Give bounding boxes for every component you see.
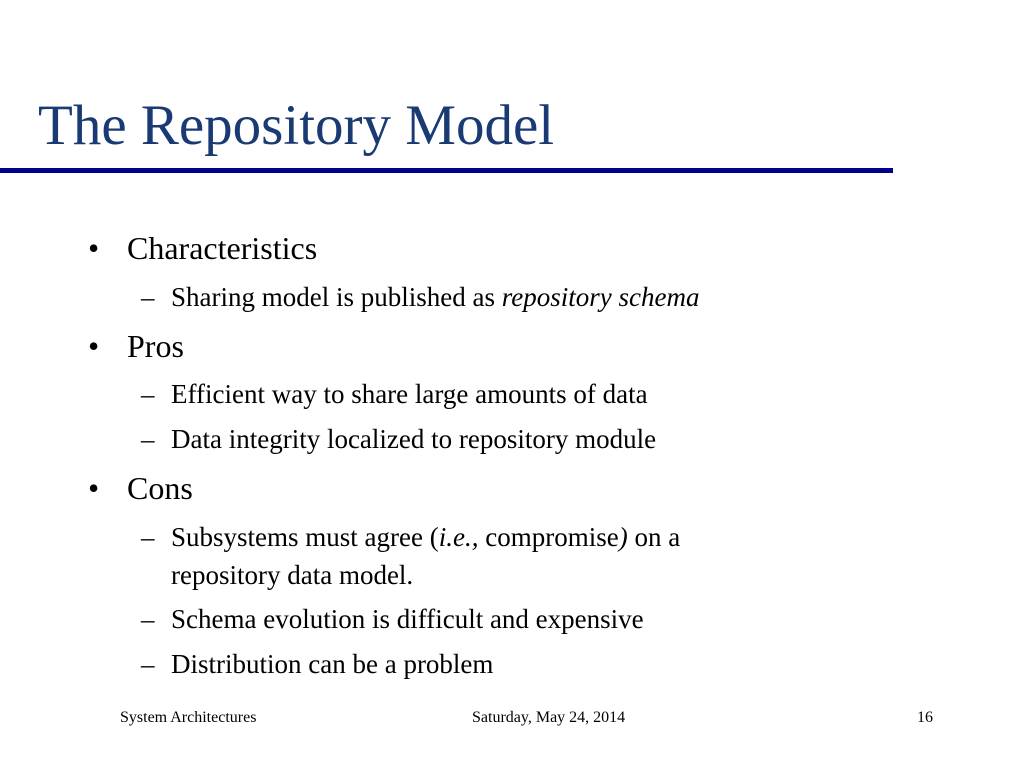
text-plain: on a <box>627 522 681 552</box>
footer-date: Saturday, May 24, 2014 <box>472 709 626 726</box>
bullet-label: Cons <box>127 470 193 506</box>
title-underline-rule <box>0 168 893 173</box>
slide-title: The Repository Model <box>38 94 555 157</box>
bullet-label: Characteristics <box>127 230 318 266</box>
bullet-glyph: • <box>88 230 100 266</box>
sub-bullet-text: Schema evolution is difficult and expensive <box>171 604 644 634</box>
text-italic-ie: i.e., <box>438 522 479 552</box>
sub-bullet-glyph: – <box>141 522 155 552</box>
footer-page-number: 16 <box>917 709 933 726</box>
sub-bullet-glyph: – <box>141 282 155 312</box>
bullet-label: Pros <box>127 328 184 364</box>
sub-bullet-text-italic: repository schema <box>501 282 700 312</box>
bullet-glyph: • <box>88 470 100 506</box>
text-plain: Subsystems must agree ( <box>171 522 439 552</box>
sub-bullet-text: Distribution can be a problem <box>171 649 494 679</box>
sub-bullet-text: repository data model. <box>171 560 414 590</box>
sub-bullet-text-plain: Sharing model is published as <box>171 282 502 312</box>
sub-bullet-glyph: – <box>141 424 155 454</box>
footer-left-title: System Architectures <box>120 709 257 726</box>
sub-bullet-text: Data integrity localized to repository module <box>171 424 657 454</box>
sub-bullet-glyph: – <box>141 604 155 634</box>
text-italic-paren: ) <box>618 522 628 552</box>
sub-bullet-glyph: – <box>141 649 155 679</box>
sub-bullet-text <box>171 518 680 556</box>
sub-bullet-text: Efficient way to share large amounts of data <box>171 379 648 409</box>
sub-bullet-glyph: – <box>141 379 155 409</box>
bullet-glyph: • <box>88 328 100 364</box>
text-plain: compromise <box>478 522 619 552</box>
sub-bullet-text <box>171 278 699 316</box>
